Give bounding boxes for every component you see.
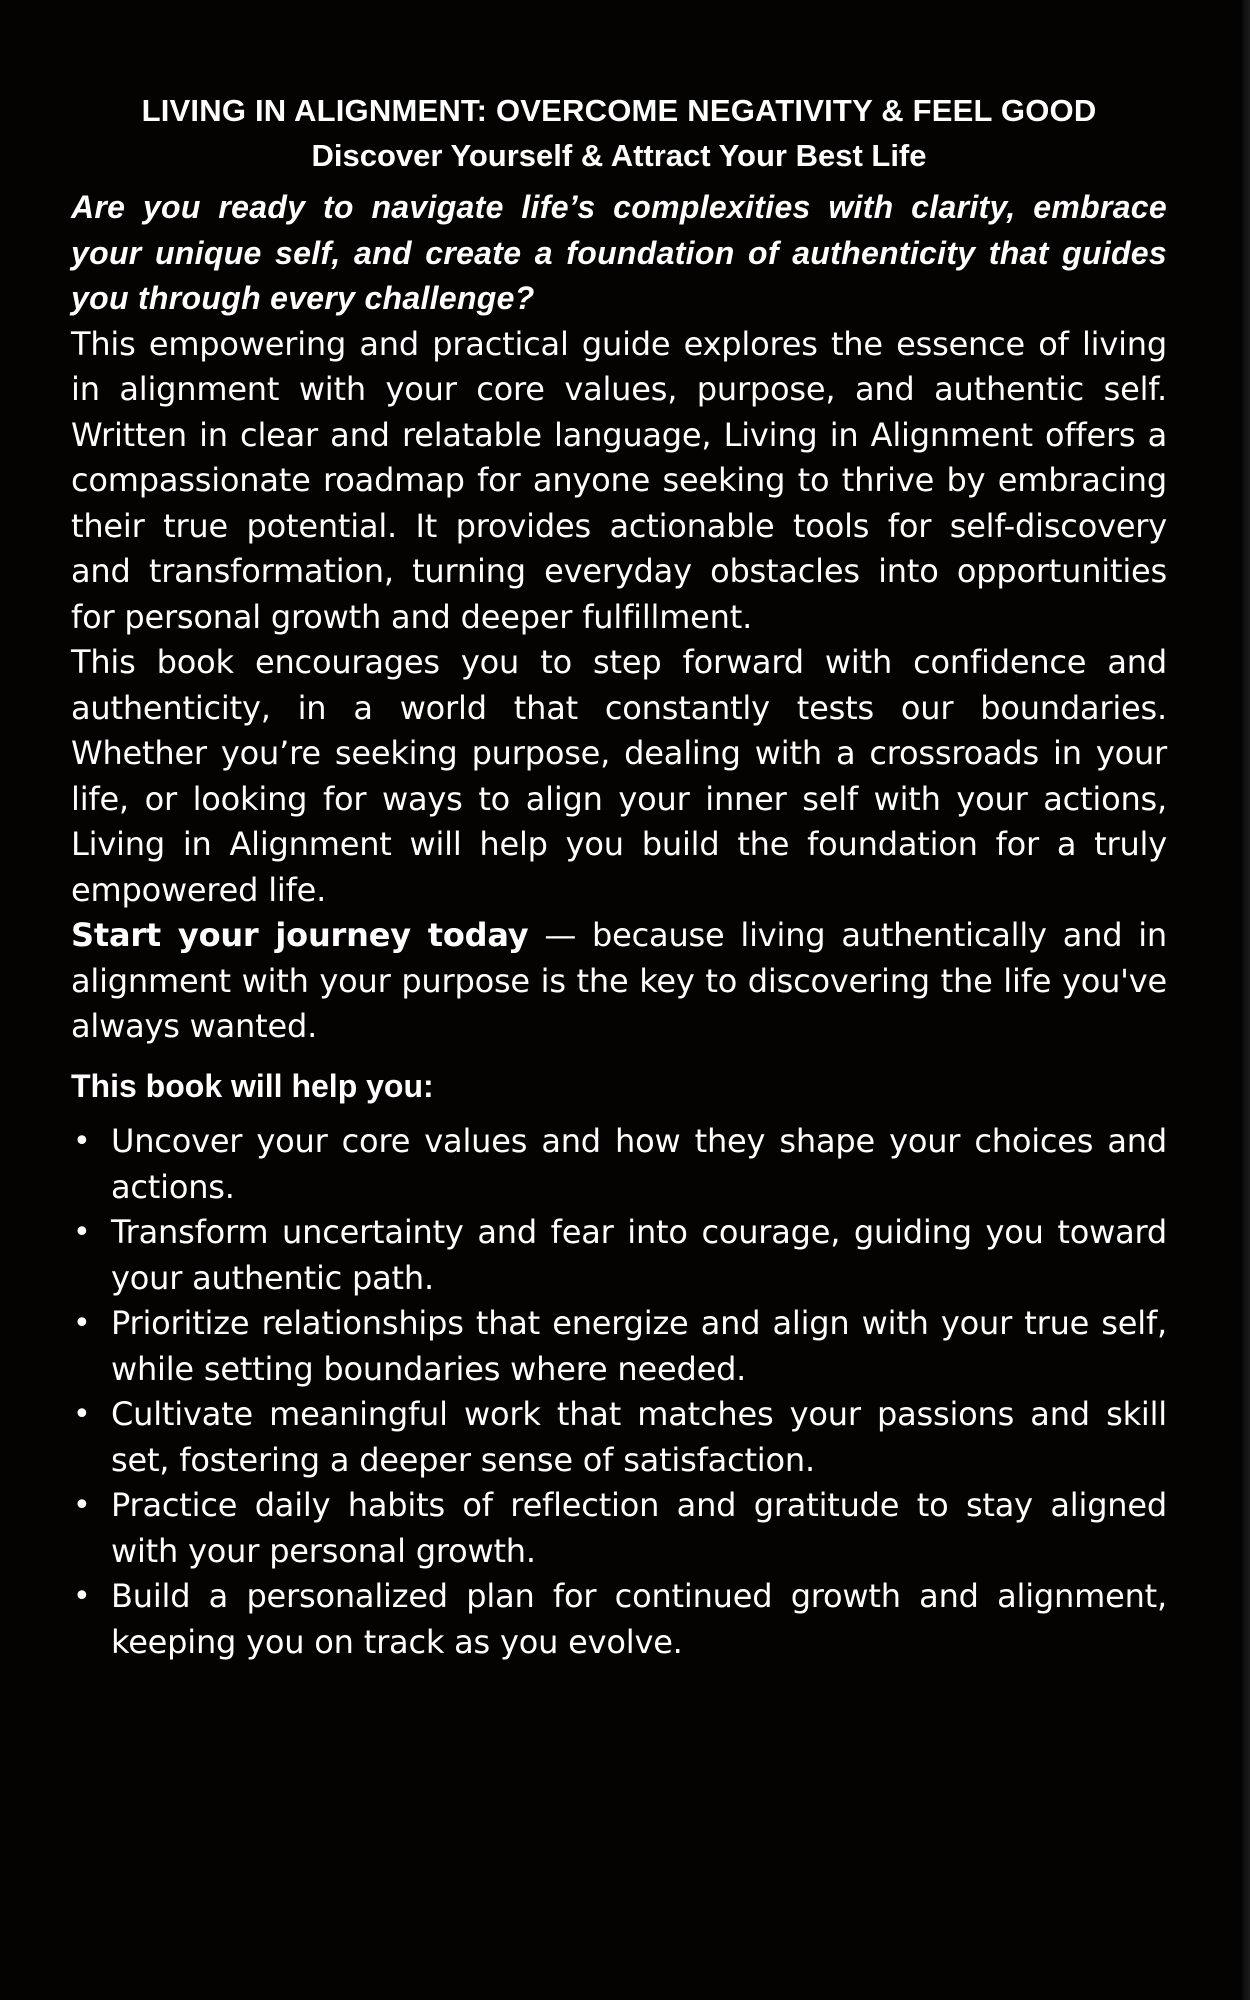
- call-to-action-rest: — because living authentically and in alignment with your purpose is the key to discovering the life you've always wanted.: [71, 916, 1167, 1045]
- bullet-icon: •: [73, 1124, 91, 1159]
- help-heading: This book will help you:: [71, 1067, 434, 1104]
- list-item: [71, 1574, 1167, 1665]
- description-paragraph-2: This book encourages you to step forward with confidence and authenticity, in a world that constantly tests our boundaries. Whether you’re seeking purpose, dealing with a crossroads in your life, or looking for ways to align your inner self with your actions, Living in Alignment will help you build the foundation for a truly empowered life.: [71, 643, 1167, 909]
- benefit-text: Practice daily habits of reflection and gratitude to stay aligned with your personal growth.: [111, 1486, 1167, 1570]
- description-paragraph-1: This empowering and practical guide explores the essence of living in alignment with your core values, purpose, and authentic self. Written in clear and relatable language, Living in Alignment offers a compassionate roadmap for anyone seeking to thrive by embracing their true potential. It provides actionable tools for self-discovery and transformation, turning everyday obstacles into opportunities for personal growth and deeper fulfillment.: [71, 324, 1167, 636]
- call-to-action-bold: Start your journey today: [71, 916, 529, 954]
- bullet-icon: •: [73, 1306, 91, 1341]
- page-edge-shadow: [1242, 0, 1250, 2000]
- list-item: [71, 1392, 1167, 1483]
- list-item: [71, 1210, 1167, 1301]
- book-subtitle: Discover Yourself & Attract Your Best Life: [311, 138, 927, 173]
- list-item: [71, 1483, 1167, 1574]
- list-item: [71, 1301, 1167, 1392]
- benefit-text: Cultivate meaningful work that matches your passions and skill set, fostering a deeper sense of satisfaction.: [111, 1395, 1167, 1479]
- benefits-list: [71, 1119, 1167, 1665]
- benefit-text: Prioritize relationships that energize and align with your true self, while setting boundaries where needed.: [111, 1304, 1167, 1388]
- benefit-text: Uncover your core values and how they shape your choices and actions.: [111, 1122, 1167, 1206]
- bullet-icon: •: [73, 1579, 91, 1614]
- book-title: LIVING IN ALIGNMENT: OVERCOME NEGATIVITY & FEEL GOOD: [141, 93, 1097, 128]
- lead-question: Are you ready to navigate life’s complexities with clarity, embrace your unique self, and create a foundation of authenticity that guides you through every challenge?: [71, 189, 1167, 316]
- benefit-text: Build a personalized plan for continued growth and alignment, keeping you on track as you evolve.: [111, 1577, 1167, 1661]
- bullet-icon: •: [73, 1215, 91, 1250]
- benefit-text: Transform uncertainty and fear into courage, guiding you toward your authentic path.: [111, 1213, 1167, 1297]
- bullet-icon: •: [73, 1397, 91, 1432]
- call-to-action: [71, 913, 1167, 1050]
- bullet-icon: •: [73, 1488, 91, 1523]
- list-item: [71, 1119, 1167, 1210]
